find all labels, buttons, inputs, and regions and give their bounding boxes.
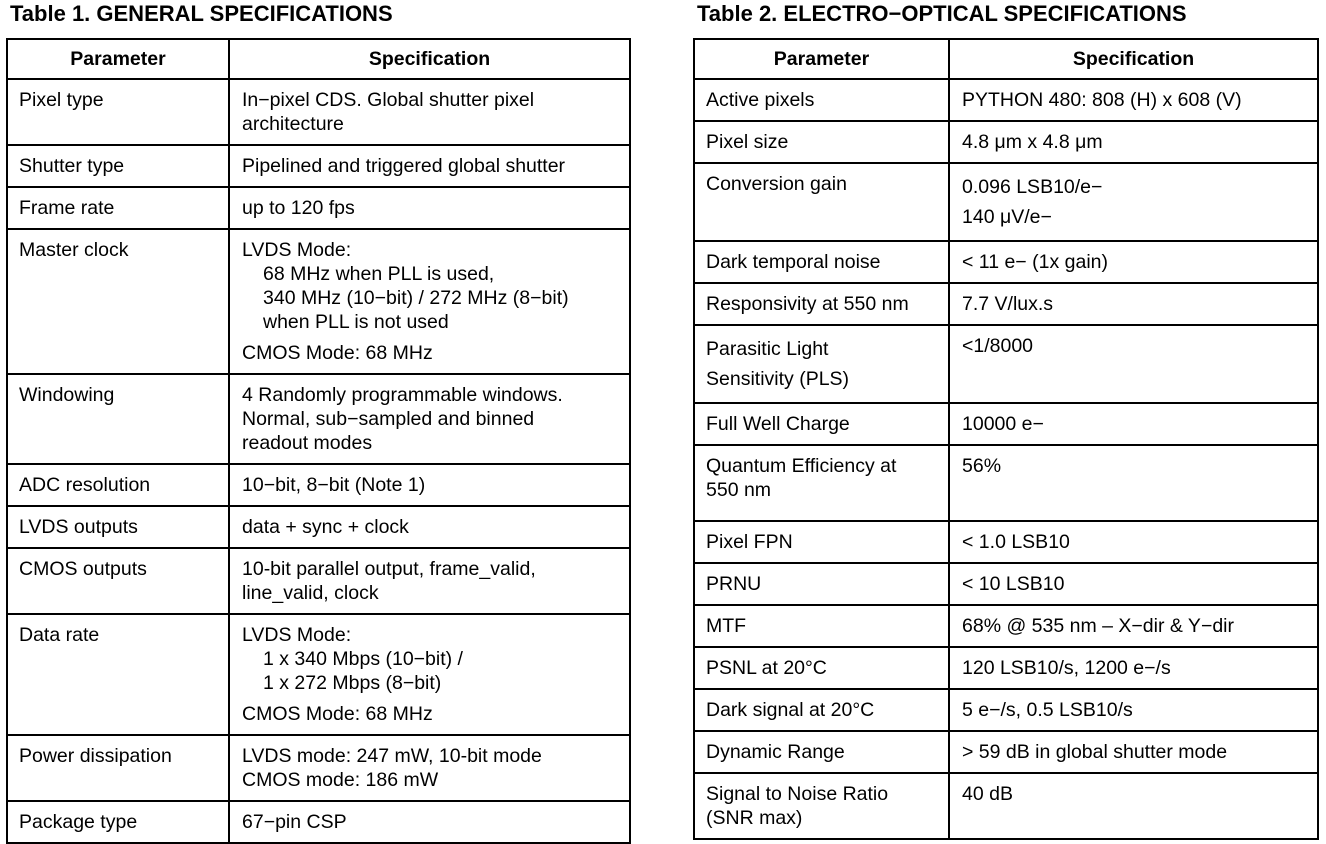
spec-line: CMOS Mode: 68 MHz (242, 703, 433, 725)
specification-cell (229, 229, 630, 374)
specification-cell (229, 187, 630, 229)
spec-line: 40 dB (962, 783, 1013, 805)
param-line: Dark signal at 20°C (706, 699, 875, 721)
param-line: Conversion gain (706, 173, 847, 195)
table-row (694, 731, 1318, 773)
specification-cell (229, 801, 630, 843)
spec-line: 4.8 μm x 4.8 μm (962, 131, 1103, 153)
table-row (694, 325, 1318, 403)
specification-cell (949, 79, 1318, 121)
parameter-cell: Pixel type (7, 79, 229, 145)
parameter-cell (694, 403, 949, 445)
parameter-cell (694, 647, 949, 689)
spec-line: Normal, sub−sampled and binned (242, 408, 535, 430)
spec-line: when PLL is not used (263, 311, 449, 333)
specification-cell (949, 689, 1318, 731)
param-line: Dark temporal noise (706, 251, 881, 273)
specification-cell (229, 548, 630, 614)
parameter-cell: Package type (7, 801, 229, 843)
specification-cell (949, 163, 1318, 241)
parameter-cell: Windowing (7, 374, 229, 464)
specification-cell (949, 241, 1318, 283)
spec-line: 67−pin CSP (242, 811, 347, 833)
parameter-cell (694, 605, 949, 647)
specification-cell (949, 403, 1318, 445)
param-line: Pixel FPN (706, 531, 793, 553)
spec-line: 10−bit, 8−bit (Note 1) (242, 474, 426, 496)
param-line: (SNR max) (706, 807, 803, 829)
specification-cell (229, 79, 630, 145)
spec-line: 120 LSB10/s, 1200 e−/s (962, 657, 1171, 679)
specification-cell (229, 506, 630, 548)
parameter-cell: LVDS outputs (7, 506, 229, 548)
spec-line: 10000 e− (962, 413, 1044, 435)
spec-line: Pipelined and triggered global shutter (242, 155, 566, 177)
spec-line: 1 x 340 Mbps (10−bit) / (263, 648, 463, 670)
parameter-cell: Shutter type (7, 145, 229, 187)
spec-line: > 59 dB in global shutter mode (962, 741, 1228, 763)
specification-cell (949, 325, 1318, 403)
table-2-title: Table 2. ELECTRO−OPTICAL SPECIFICATIONS (697, 1, 1187, 26)
specification-cell (229, 145, 630, 187)
spec-line: < 11 e− (1x gain) (962, 251, 1108, 273)
table-1-title: Table 1. GENERAL SPECIFICATIONS (10, 1, 393, 26)
electro-optical-specifications-table-section (693, 0, 1319, 840)
spec-line: 340 MHz (10−bit) / 272 MHz (8−bit) (263, 287, 569, 309)
param-line: MTF (706, 615, 747, 637)
parameter-cell: Power dissipation (7, 735, 229, 801)
specification-cell (949, 283, 1318, 325)
spec-line: PYTHON 480: 808 (H) x 608 (V) (962, 89, 1242, 111)
parameter-cell (694, 79, 949, 121)
table-row (694, 121, 1318, 163)
table-row (694, 773, 1318, 839)
spec-line: LVDS Mode: (242, 239, 352, 261)
spec-line: In−pixel CDS. Global shutter pixel (242, 89, 535, 111)
spec-line: 5 e−/s, 0.5 LSB10/s (962, 699, 1133, 721)
specification-cell (229, 735, 630, 801)
parameter-cell: Data rate (7, 614, 229, 735)
table-row (7, 801, 630, 843)
param-line: Full Well Charge (706, 413, 850, 435)
param-line: Parasitic Light (706, 338, 829, 360)
specification-cell (229, 374, 630, 464)
specification-cell (949, 731, 1318, 773)
spec-line: architecture (242, 113, 344, 135)
spec-line: CMOS mode: 186 mW (242, 769, 439, 791)
spec-line: 56% (962, 455, 1002, 477)
general-specifications-table-section (6, 0, 631, 844)
table-row (694, 605, 1318, 647)
specification-cell (949, 563, 1318, 605)
spec-line: data + sync + clock (242, 516, 409, 538)
spec-line: readout modes (242, 432, 373, 454)
table-row (7, 464, 630, 506)
parameter-cell: ADC resolution (7, 464, 229, 506)
param-line: Signal to Noise Ratio (706, 783, 889, 805)
electro-optical-specifications-table (693, 38, 1319, 840)
table-header-row (7, 39, 630, 79)
parameter-cell (694, 689, 949, 731)
parameter-cell (694, 773, 949, 839)
parameter-cell (694, 121, 949, 163)
table-row (694, 563, 1318, 605)
spec-line: < 1.0 LSB10 (962, 531, 1070, 553)
param-line: Active pixels (706, 89, 815, 111)
parameter-cell (694, 521, 949, 563)
table-row (7, 614, 630, 735)
spec-line: 10-bit parallel output, frame_valid, (242, 558, 536, 580)
spec-line: 0.096 LSB10/e− (962, 176, 1103, 198)
table-row (7, 145, 630, 187)
specification-cell (949, 445, 1318, 521)
specification-column-header: Specification (949, 39, 1318, 79)
table-row (694, 689, 1318, 731)
parameter-cell (694, 445, 949, 521)
table-row (694, 163, 1318, 241)
parameter-cell: Frame rate (7, 187, 229, 229)
table-row (7, 374, 630, 464)
table-row (7, 187, 630, 229)
param-line: Responsivity at 550 nm (706, 293, 909, 315)
table-row (7, 506, 630, 548)
specification-cell (229, 614, 630, 735)
table-row (7, 229, 630, 374)
parameter-cell: Master clock (7, 229, 229, 374)
spec-line: <1/8000 (962, 335, 1034, 357)
param-line: 550 nm (706, 479, 772, 501)
table-row (694, 647, 1318, 689)
table-row (7, 79, 630, 145)
spec-line: 68 MHz when PLL is used, (263, 263, 495, 285)
specification-cell (949, 121, 1318, 163)
parameter-column-header: Parameter (7, 39, 229, 79)
spec-line: LVDS Mode: (242, 624, 352, 646)
table-row (694, 521, 1318, 563)
spec-line: LVDS mode: 247 mW, 10-bit mode (242, 745, 542, 767)
specification-cell (229, 464, 630, 506)
specification-column-header: Specification (229, 39, 630, 79)
spec-line: CMOS Mode: 68 MHz (242, 342, 433, 364)
spec-line: 1 x 272 Mbps (8−bit) (263, 672, 442, 694)
table-row (694, 241, 1318, 283)
table-row (694, 403, 1318, 445)
table-row (7, 735, 630, 801)
param-line: Dynamic Range (706, 741, 845, 763)
spec-line: < 10 LSB10 (962, 573, 1065, 595)
parameter-cell (694, 563, 949, 605)
table-row (7, 548, 630, 614)
param-line: Pixel size (706, 131, 789, 153)
spec-line: 7.7 V/lux.s (962, 293, 1054, 315)
parameter-cell (694, 163, 949, 241)
specification-cell (949, 521, 1318, 563)
spec-line: 140 μV/e− (962, 206, 1052, 228)
param-line: Quantum Efficiency at (706, 455, 897, 477)
parameter-cell: CMOS outputs (7, 548, 229, 614)
specification-cell (949, 773, 1318, 839)
spec-line: 4 Randomly programmable windows. (242, 384, 563, 406)
specification-cell (949, 605, 1318, 647)
parameter-cell (694, 241, 949, 283)
param-line: PSNL at 20°C (706, 657, 827, 679)
parameter-cell (694, 731, 949, 773)
spec-line: 68% @ 535 nm – X−dir & Y−dir (962, 615, 1235, 637)
parameter-column-header: Parameter (694, 39, 949, 79)
spec-line: line_valid, clock (242, 582, 379, 604)
spec-line: up to 120 fps (242, 197, 355, 219)
table-row (694, 79, 1318, 121)
table-header-row (694, 39, 1318, 79)
specification-cell (949, 647, 1318, 689)
table-row (694, 283, 1318, 325)
param-line: PRNU (706, 573, 762, 595)
parameter-cell (694, 325, 949, 403)
param-line: Sensitivity (PLS) (706, 368, 850, 390)
table-row (694, 445, 1318, 521)
parameter-cell (694, 283, 949, 325)
general-specifications-table (6, 38, 631, 844)
